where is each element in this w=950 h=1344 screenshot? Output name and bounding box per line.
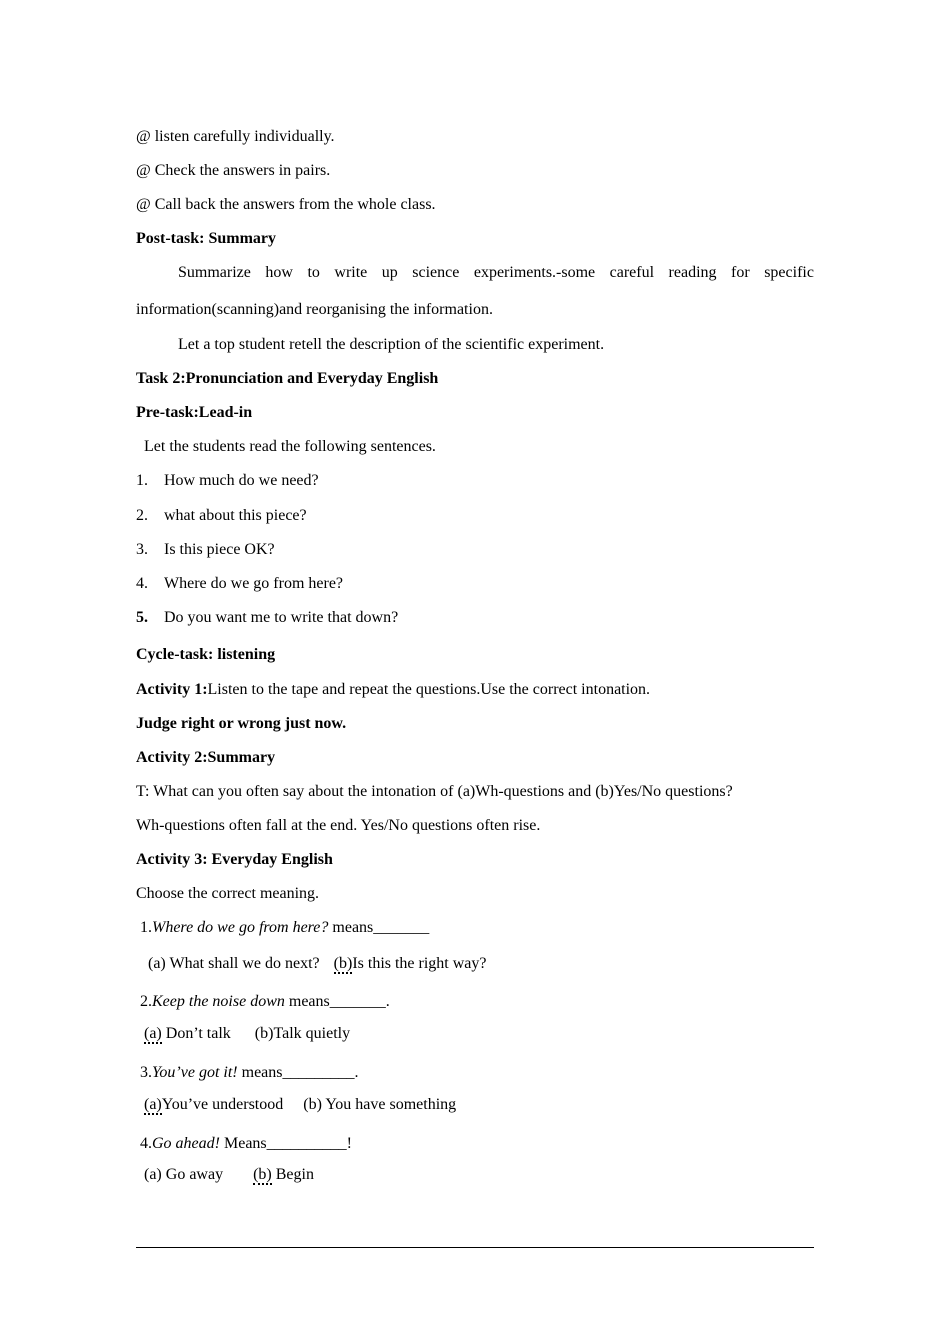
question-options	[144, 1024, 350, 1044]
footer-rule	[136, 1247, 814, 1248]
sentence-number: 4.	[136, 575, 148, 592]
option-b-text: Begin	[271, 1166, 314, 1183]
option-a-mark: (a)	[144, 1166, 162, 1183]
word: reading	[668, 264, 717, 281]
option-b-text: You have something	[321, 1096, 457, 1113]
option-a-mark: (a)	[148, 955, 166, 972]
post-task-paragraph-justified	[178, 263, 814, 283]
question-number: 1.	[140, 919, 152, 936]
option-b-mark: (b)	[254, 1025, 274, 1042]
choose-instruction: Choose the correct meaning.	[136, 885, 320, 902]
question-options	[144, 1095, 456, 1115]
cycle-task-heading: Cycle-task: listening	[136, 646, 276, 663]
word: Summarize	[178, 264, 251, 281]
option-b-mark-selected: (b)	[333, 955, 353, 972]
pre-task-heading: Pre-task:Lead-in	[136, 404, 253, 421]
sentence-number: 1.	[136, 472, 148, 489]
sentence-item	[136, 540, 275, 560]
option-a-text: Don’t talk	[161, 1025, 231, 1042]
sentence-item	[136, 574, 343, 594]
option-b-mark: (b)	[303, 1096, 322, 1113]
question-item	[140, 1063, 359, 1083]
task2-instruction: Let the students read the following sentences.	[144, 438, 436, 455]
question-options	[148, 954, 487, 974]
question-number: 4.	[140, 1135, 152, 1152]
question-number: 2.	[140, 993, 152, 1010]
option-a-text: Go away	[161, 1166, 224, 1183]
option-a-mark-selected: (a)	[144, 1096, 162, 1113]
question-phrase: Go ahead!	[152, 1135, 220, 1152]
sentence-number: 3.	[136, 541, 148, 558]
option-a-text: What shall we do next?	[165, 955, 320, 972]
question-phrase: Where do we go from here?	[152, 919, 329, 936]
sentence-text: what about this piece?	[164, 507, 307, 524]
step-line: @ Check the answers in pairs.	[136, 162, 331, 179]
sentence-number: 2.	[136, 507, 148, 524]
task2-heading: Task 2:Pronunciation and Everyday English	[136, 370, 439, 387]
question-item	[140, 1134, 352, 1154]
word: to	[307, 264, 320, 281]
activity-1-label: Activity 1:	[136, 681, 208, 698]
option-b-text: Is this the right way?	[352, 955, 487, 972]
question-number: 3.	[140, 1064, 152, 1081]
answer-line: Wh-questions often fall at the end. Yes/No questions often rise.	[136, 817, 541, 834]
judge-line: Judge right or wrong just now.	[136, 715, 347, 732]
sentence-item	[136, 608, 398, 628]
sentence-text: How much do we need?	[164, 472, 319, 489]
option-a-mark-selected: (a)	[144, 1025, 162, 1042]
post-task-paragraph-continued: information(scanning)and reorganising the information.	[136, 301, 493, 318]
sentence-text: Where do we go from here?	[164, 575, 344, 592]
step-line: @ Call back the answers from the whole class.	[136, 196, 436, 213]
option-b-mark-selected: (b)	[253, 1166, 272, 1183]
activity-1-text: Listen to the tape and repeat the questions.Use the correct intonation.	[207, 681, 651, 698]
word: write	[334, 264, 368, 281]
sentence-text: Do you want me to write that down?	[164, 609, 399, 626]
post-task-paragraph-2: Let a top student retell the description of the scientific experiment.	[178, 336, 605, 353]
question-tail: means_______	[328, 919, 430, 936]
question-tail: means_______.	[284, 993, 390, 1010]
question-item	[140, 918, 429, 938]
sentence-number: 5.	[136, 609, 148, 626]
question-phrase: You’ve got it!	[152, 1064, 238, 1081]
question-phrase: Keep the noise down	[152, 993, 285, 1010]
post-task-heading: Post-task: Summary	[136, 230, 276, 247]
step-line: @ listen carefully individually.	[136, 128, 335, 145]
activity-2-heading: Activity 2:Summary	[136, 749, 276, 766]
option-a-text: You’ve understood	[161, 1096, 284, 1113]
word: for	[731, 264, 750, 281]
sentence-item	[136, 506, 307, 526]
word: experiments.-some	[473, 264, 596, 281]
word: science	[412, 264, 460, 281]
word: careful	[609, 264, 655, 281]
word: up	[381, 264, 398, 281]
question-tail: Means__________!	[219, 1135, 352, 1152]
word: specific	[764, 264, 814, 281]
activity-3-heading: Activity 3: Everyday English	[136, 851, 333, 868]
activity-1	[136, 680, 650, 700]
teacher-question: T: What can you often say about the intonation of (a)Wh-questions and (b)Yes/No questions?	[136, 783, 733, 800]
word: how	[265, 264, 293, 281]
sentence-text: Is this piece OK?	[164, 541, 275, 558]
question-item	[140, 992, 390, 1012]
question-tail: means_________.	[237, 1064, 359, 1081]
sentence-item	[136, 471, 319, 491]
question-options	[144, 1165, 314, 1185]
option-b-text: Talk quietly	[273, 1025, 351, 1042]
